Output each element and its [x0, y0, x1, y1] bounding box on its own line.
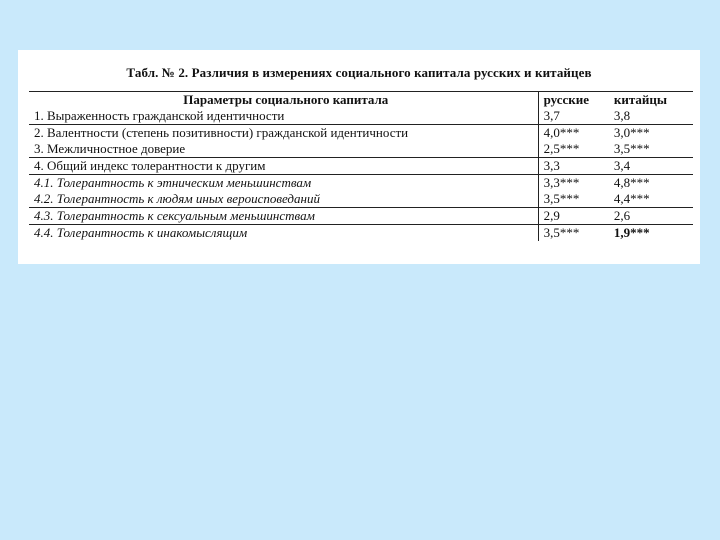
row-value-russians: 3,7	[538, 108, 609, 125]
row-value-russians: 3,3	[538, 158, 609, 175]
row-value-chinese: 2,6	[609, 208, 693, 225]
row-value-russians: 2,9	[538, 208, 609, 225]
row-parameter: 3. Межличностное доверие	[34, 141, 186, 156]
table-row	[29, 108, 693, 125]
row-parameter: 4.4. Толерантность к инакомыслящим	[29, 225, 538, 242]
row-value-russians: 2,5***	[538, 141, 609, 158]
data-table	[29, 91, 693, 241]
table-row	[29, 225, 693, 242]
row-value-chinese: 3,8	[613, 108, 631, 123]
row-value-chinese: 3,4	[609, 158, 693, 175]
row-value-chinese: 3,5***	[613, 141, 650, 156]
row-value-russians: 4,0***	[538, 125, 609, 142]
row-value-chinese: 4,4***	[613, 191, 650, 206]
table-row	[29, 191, 693, 208]
row-value-chinese: 4,8***	[609, 175, 693, 192]
row-parameter: 2. Валентности (степень позитивности) гражданской идентичности	[29, 125, 538, 142]
table-title: Табл. № 2. Различия в измерениях социального капитала русских и китайцев	[126, 65, 592, 80]
row-parameter: 4.2. Толерантность к людям иных вероисповеданий	[34, 191, 320, 206]
row-parameter: 4.1. Толерантность к этническим меньшинствам	[29, 175, 538, 192]
table-row	[29, 141, 693, 158]
row-parameter: 1. Выраженность гражданской идентичности	[34, 108, 285, 123]
table-header-row	[29, 92, 693, 109]
table-row	[29, 158, 693, 175]
column-header-parameters: Параметры социального капитала	[29, 92, 538, 109]
table-row	[29, 125, 693, 142]
table-row	[29, 175, 693, 192]
column-header-russians: русские	[538, 92, 609, 109]
row-parameter: 4. Общий индекс толерантности к другим	[29, 158, 538, 175]
row-value-chinese: 1,9***	[609, 225, 693, 242]
row-value-russians: 3,5***	[538, 225, 609, 242]
column-header-chinese: китайцы	[609, 92, 693, 109]
table-row	[29, 208, 693, 225]
row-value-chinese: 3,0***	[609, 125, 693, 142]
row-parameter: 4.3. Толерантность к сексуальным меньшинствам	[29, 208, 538, 225]
table-slide	[18, 50, 700, 264]
row-value-russians: 3,5***	[538, 191, 609, 208]
row-value-russians: 3,3***	[538, 175, 609, 192]
